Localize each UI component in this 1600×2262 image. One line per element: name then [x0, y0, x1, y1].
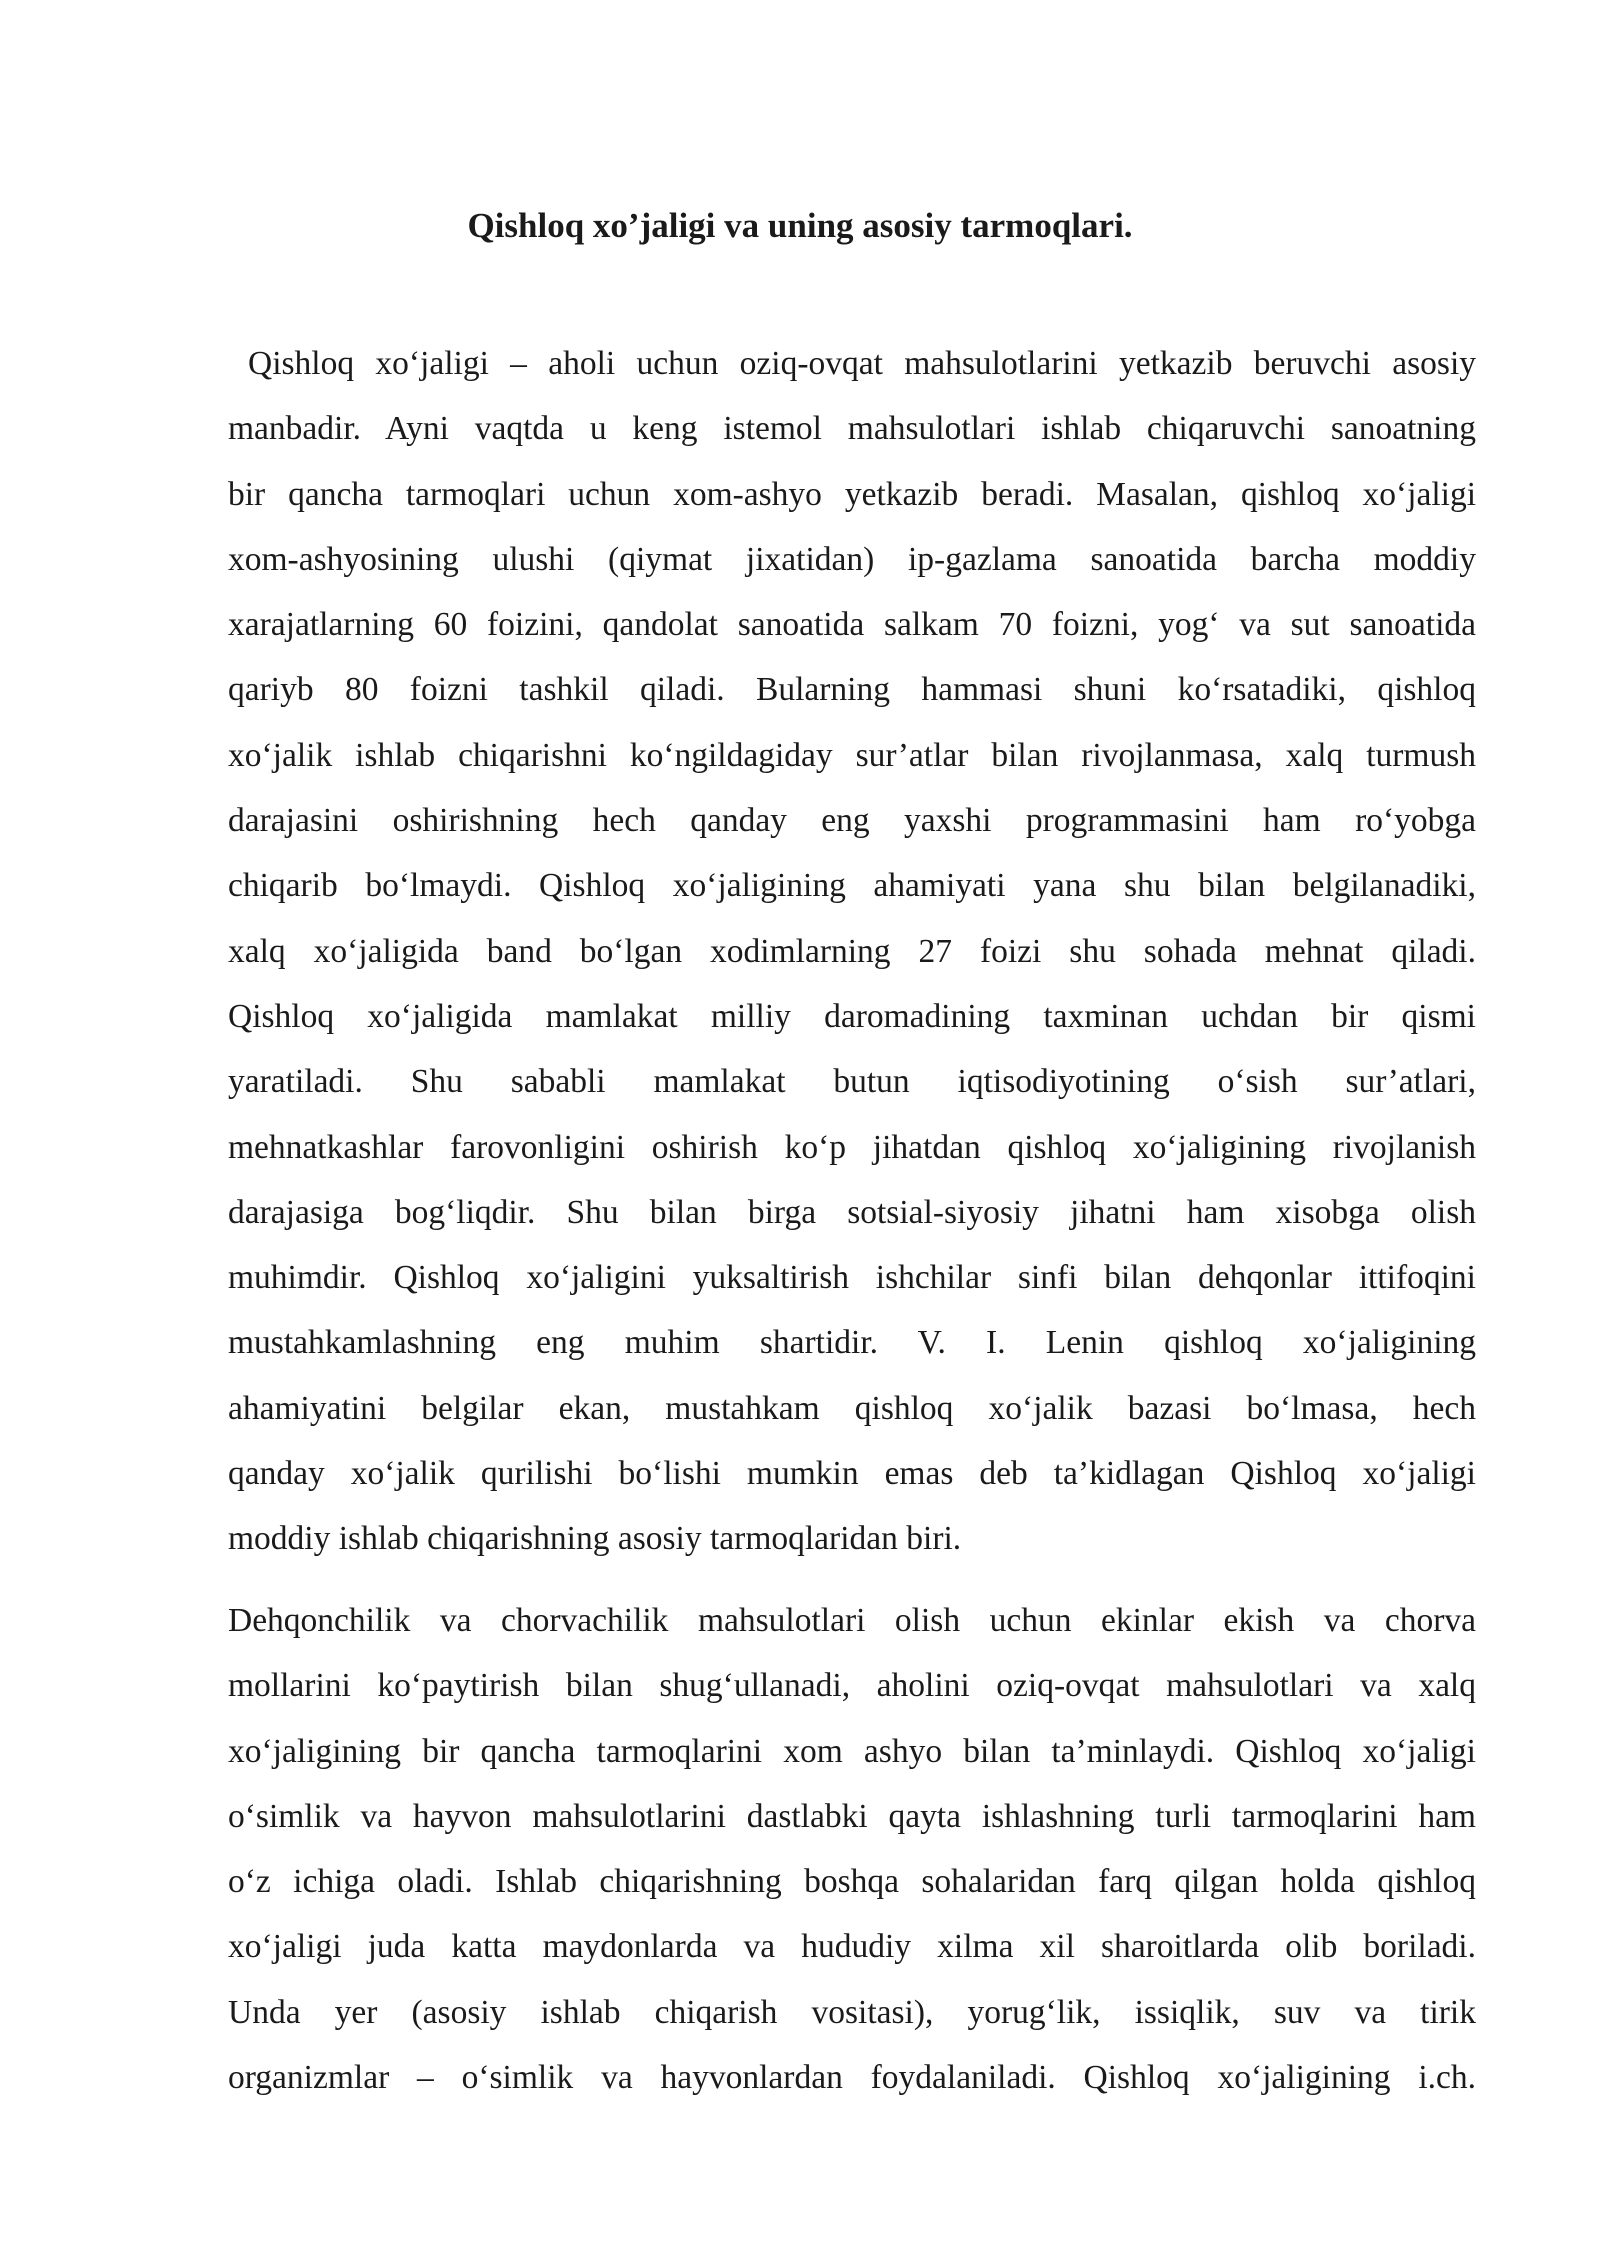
paragraph-line: xarajatlarning 60 foizini, qandolat sanoatida salkam 70 foizni, yog‘ va sut sanoatida	[228, 606, 1476, 644]
paragraph-line: ahamiyatini belgilar ekan, mustahkam qishloq xo‘jalik bazasi bo‘lmasa, hech	[228, 1389, 1476, 1427]
paragraph-line: chiqarib bo‘lmaydi. Qishloq xo‘jaligining ahamiyati yana shu bilan belgilanadiki,	[228, 867, 1476, 905]
paragraph-line: mustahkamlashning eng muhim shartidir. V. I. Lenin qishloq xo‘jaligining	[228, 1324, 1476, 1362]
paragraph-line: Dehqonchilik va chorvachilik mahsulotlari olish uchun ekinlar ekish va chorva	[228, 1602, 1476, 1639]
paragraph-line: mehnatkashlar farovonligini oshirish ko‘p jihatdan qishloq xo‘jaligining rivojlanish	[228, 1128, 1476, 1166]
paragraph-1	[228, 331, 1476, 1572]
paragraph-line: Qishloq xo‘jaligida mamlakat milliy daromadining taxminan uchdan bir qismi	[228, 997, 1476, 1035]
paragraph-2	[228, 1588, 1476, 2110]
paragraph-line: qanday xo‘jalik qurilishi bo‘lishi mumkin emas deb ta’kidlagan Qishloq xo‘jaligi	[228, 1455, 1476, 1493]
paragraph-line: darajasini oshirishning hech qanday eng yaxshi programmasini ham ro‘yobga	[228, 802, 1476, 840]
paragraph-line: mollarini ko‘paytirish bilan shug‘ullanadi, aholini oziq-ovqat mahsulotlari va xalq	[228, 1667, 1476, 1705]
document-title: Qishloq xo’jaligi va uning asosiy tarmoqlari.	[467, 206, 1133, 245]
paragraph-line: organizmlar – o‘simlik va hayvonlardan foydalaniladi. Qishloq xo‘jaligining i.ch.	[228, 2059, 1476, 2097]
paragraph-line: xo‘jaligining bir qancha tarmoqlarini xom ashyo bilan ta’minlaydi. Qishloq xo‘jaligi	[228, 1732, 1476, 1770]
paragraph-line: xo‘jalik ishlab chiqarishni ko‘ngildagiday sur’atlar bilan rivojlanmasa, xalq turmush	[228, 736, 1476, 774]
paragraph-line: muhimdir. Qishloq xo‘jaligini yuksaltirish ishchilar sinfi bilan dehqonlar ittifoqini	[228, 1259, 1476, 1297]
paragraph-line: Qishloq xo‘jaligi – aholi uchun oziq-ovqat mahsulotlarini yetkazib beruvchi asosiy	[248, 345, 1476, 382]
paragraph-line: xo‘jaligi juda katta maydonlarda va hududiy xilma xil sharoitlarda olib boriladi.	[228, 1928, 1476, 1966]
paragraph-line: moddiy ishlab chiqarishning asosiy tarmoqlaridan biri.	[228, 1520, 962, 1558]
paragraph-line: xom-ashyosining ulushi (qiymat jixatidan) ip-gazlama sanoatida barcha moddiy	[228, 540, 1476, 578]
paragraph-line: o‘simlik va hayvon mahsulotlarini dastlabki qayta ishlashning turli tarmoqlarini ham	[228, 1797, 1476, 1835]
paragraph-line: darajasiga bog‘liqdir. Shu bilan birga sotsial-siyosiy jihatni ham xisobga olish	[228, 1193, 1476, 1231]
paragraph-line: o‘z ichiga oladi. Ishlab chiqarishning boshqa sohalaridan farq qilgan holda qishloq	[228, 1863, 1476, 1901]
paragraph-line: bir qancha tarmoqlari uchun xom-ashyo yetkazib beradi. Masalan, qishloq xo‘jaligi	[228, 475, 1476, 513]
paragraph-line: qariyb 80 foizni tashkil qiladi. Bularning hammasi shuni ko‘rsatadiki, qishloq	[228, 671, 1476, 709]
paragraph-line: Unda yer (asosiy ishlab chiqarish vositasi), yorug‘lik, issiqlik, suv va tirik	[228, 1993, 1476, 2031]
paragraph-line: manbadir. Ayni vaqtda u keng istemol mahsulotlari ishlab chiqaruvchi sanoatning	[228, 410, 1476, 448]
paragraph-line: yaratiladi. Shu sababli mamlakat butun iqtisodiyotining o‘sish sur’atlari,	[228, 1063, 1476, 1101]
paragraph-line: xalq xo‘jaligida band bo‘lgan xodimlarning 27 foizi shu sohada mehnat qiladi.	[228, 932, 1476, 970]
